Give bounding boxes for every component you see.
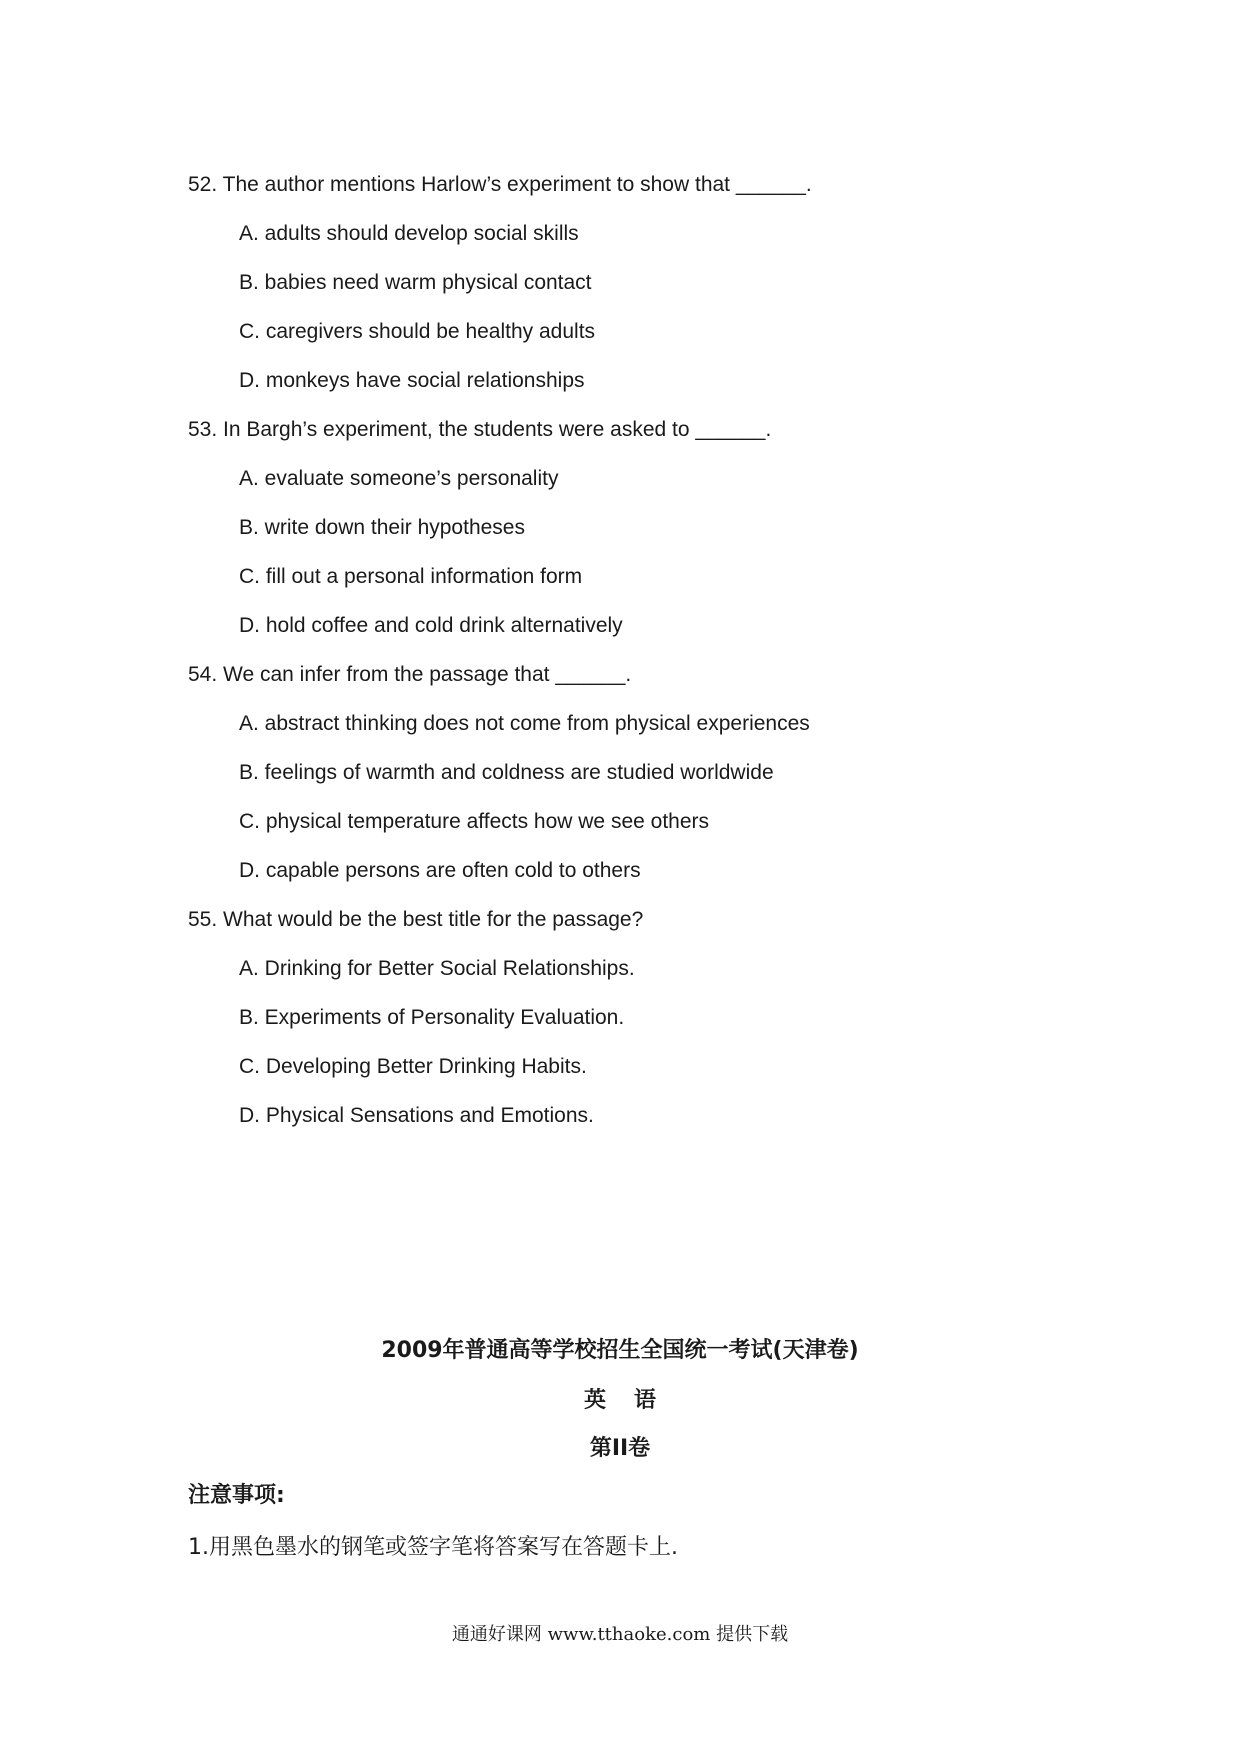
option-list [188, 209, 1168, 405]
option-a: A. evaluate someone’s personality [239, 467, 559, 490]
question-stem: 53. In Bargh’s experiment, the students were asked to ______. [188, 418, 772, 441]
option-b: B. babies need warm physical contact [239, 271, 592, 294]
option-list [188, 454, 1168, 650]
option-c: C. physical temperature affects how we see others [239, 810, 710, 833]
option-b: B. feelings of warmth and coldness are studied worldwide [239, 761, 774, 784]
exam-part: 第II卷 [589, 1436, 651, 1461]
option-d: D. capable persons are often cold to others [239, 859, 641, 882]
notes-item: 1.用黑色墨水的钢笔或签字笔将答案写在答题卡上. [188, 1535, 678, 1560]
option-c: C. caregivers should be healthy adults [239, 320, 596, 343]
question-list [188, 160, 1168, 1140]
exam-subject: 英语 [583, 1388, 684, 1413]
option-a: A. adults should develop social skills [239, 222, 579, 245]
exam-title: 2009年普通高等学校招生全国统一考试(天津卷) [381, 1338, 859, 1363]
question-stem: 55. What would be the best title for the passage? [188, 908, 644, 931]
option-c: C. Developing Better Drinking Habits. [239, 1055, 587, 1078]
option-list [188, 699, 1168, 895]
option-d: D. Physical Sensations and Emotions. [239, 1104, 594, 1127]
question-54 [188, 650, 1168, 895]
option-a: A. Drinking for Better Social Relationships. [239, 957, 635, 980]
option-b: B. Experiments of Personality Evaluation. [239, 1006, 625, 1029]
option-b: B. write down their hypotheses [239, 516, 525, 539]
question-52 [188, 160, 1168, 405]
page-footer: 通通好课网 www.tthaoke.com 提供下载 [451, 1624, 789, 1645]
exam-header [0, 1325, 1240, 1473]
option-c: C. fill out a personal information form [239, 565, 583, 588]
question-53 [188, 405, 1168, 650]
question-stem: 54. We can infer from the passage that ______. [188, 663, 632, 686]
question-55 [188, 895, 1168, 1140]
option-a: A. abstract thinking does not come from physical experiences [239, 712, 810, 735]
question-stem: 52. The author mentions Harlow’s experiment to show that ______. [188, 173, 812, 196]
option-d: D. hold coffee and cold drink alternatively [239, 614, 623, 637]
notes-heading: 注意事项: [188, 1483, 285, 1508]
option-list [188, 944, 1168, 1140]
notes-section [188, 1470, 1168, 1574]
option-d: D. monkeys have social relationships [239, 369, 585, 392]
